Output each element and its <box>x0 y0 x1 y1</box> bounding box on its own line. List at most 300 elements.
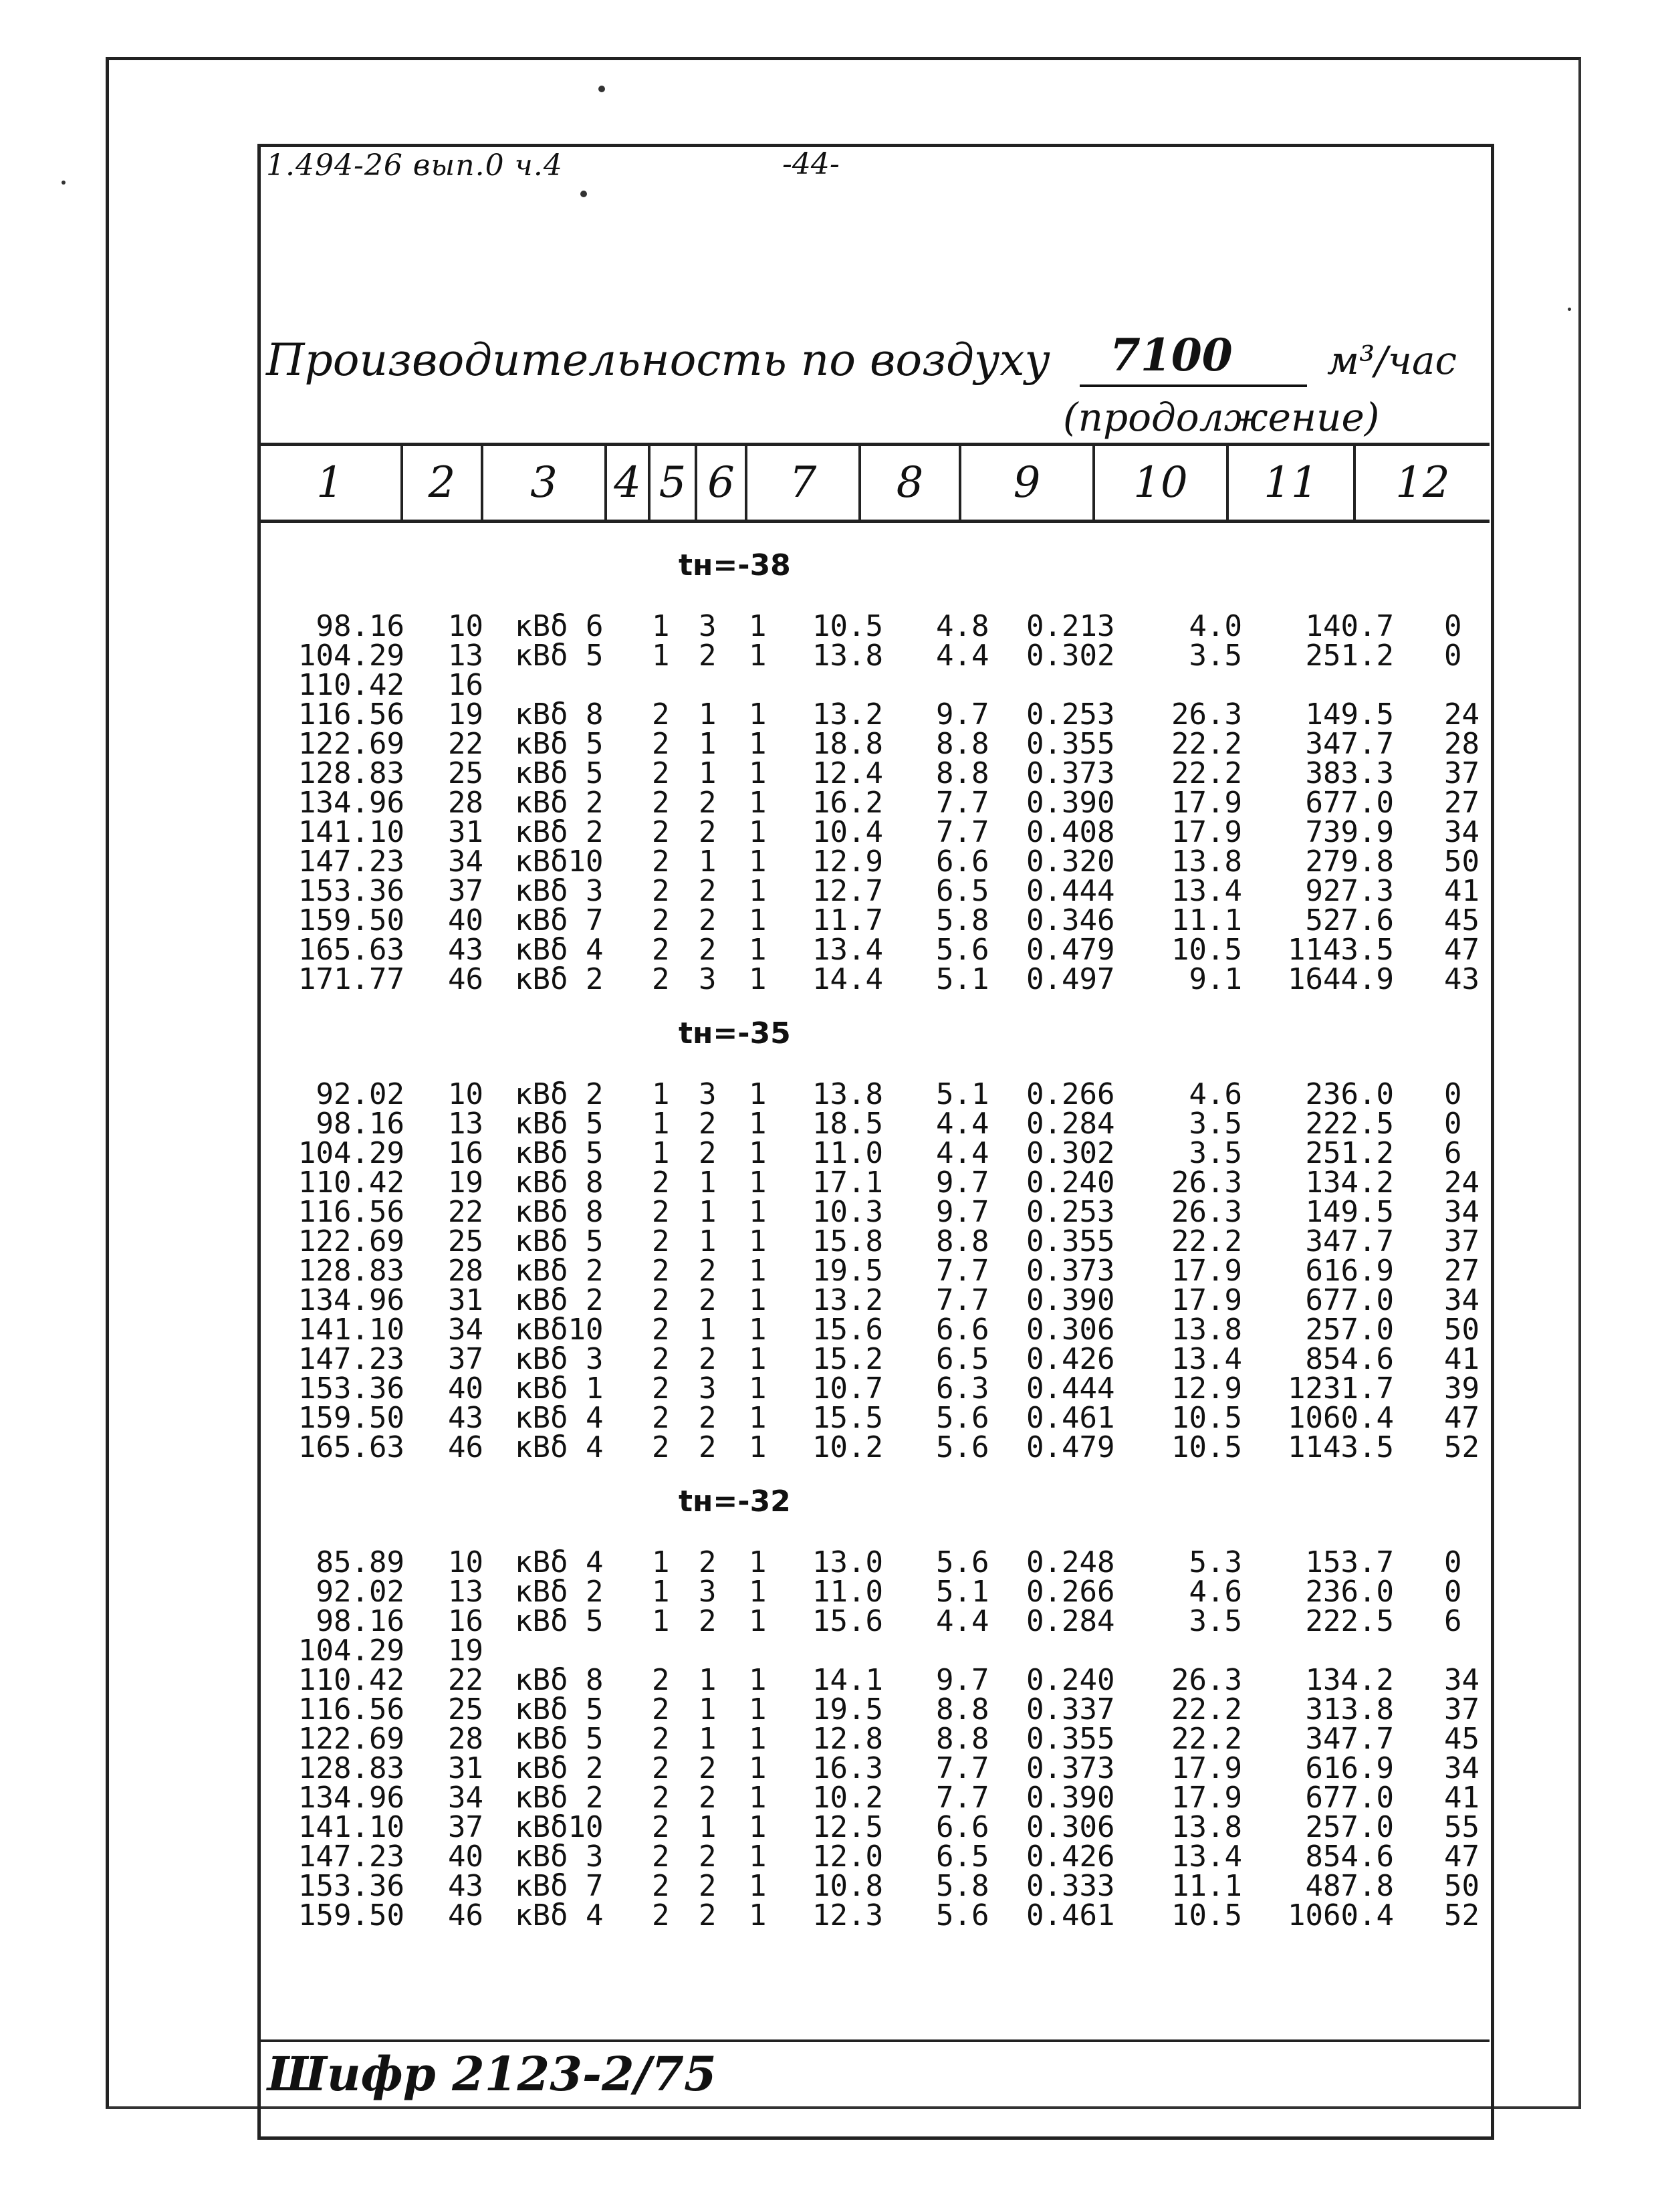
table-cell: 2 <box>652 1283 670 1317</box>
table-cell: 9.7 <box>936 1166 989 1200</box>
table-cell: 110.42 <box>298 1166 404 1200</box>
table-cell: 2 <box>652 1313 670 1347</box>
table-cell: 1143.5 <box>1288 1430 1394 1464</box>
table-cell: 13 <box>448 1575 483 1609</box>
table-cell: кВδ 1 <box>515 1371 604 1406</box>
table-cell: 16 <box>448 668 483 702</box>
table-cell: 487.8 <box>1305 1869 1394 1903</box>
table-cell: 1060.4 <box>1288 1898 1394 1932</box>
table-cell: 43 <box>448 933 483 967</box>
table-cell: 6.6 <box>936 1810 989 1844</box>
scan-speck <box>1568 308 1571 311</box>
table-cell: 527.6 <box>1305 903 1394 937</box>
table-cell: 1 <box>749 1283 767 1317</box>
column-header: 11 <box>1229 446 1356 520</box>
table-cell: 25 <box>448 756 483 790</box>
table-cell: 128.83 <box>298 1751 404 1785</box>
table-cell: 46 <box>448 1898 483 1932</box>
table-cell: 2 <box>652 1195 670 1229</box>
column-header: 6 <box>697 446 747 520</box>
table-cell: 10 <box>448 609 483 643</box>
table-cell: 4.4 <box>936 1107 989 1141</box>
column-header: 7 <box>747 446 861 520</box>
table-cell: 1 <box>749 1371 767 1406</box>
table-cell: 5.6 <box>936 1430 989 1464</box>
table-row <box>0 756 1658 790</box>
table-cell: кВδ10 <box>515 1313 604 1347</box>
table-cell: 13.8 <box>1171 845 1242 879</box>
table-cell: 2 <box>652 845 670 879</box>
table-cell: 0.426 <box>1026 1840 1115 1874</box>
table-cell: 1 <box>699 1224 717 1258</box>
table-cell: 0.248 <box>1026 1545 1115 1579</box>
table-cell: 1 <box>749 727 767 761</box>
table-cell: 2 <box>699 933 717 967</box>
table-cell: 677.0 <box>1305 1283 1394 1317</box>
table-cell: 18.5 <box>812 1107 883 1141</box>
table-cell: 12.0 <box>812 1840 883 1874</box>
table-cell: 22.2 <box>1171 1722 1242 1756</box>
column-header: 2 <box>403 446 483 520</box>
table-cell: 12.9 <box>1171 1371 1242 1406</box>
table-cell: 28 <box>448 1254 483 1288</box>
table-cell: 739.9 <box>1305 815 1394 849</box>
column-header: 4 <box>607 446 650 520</box>
table-cell: 116.56 <box>298 1692 404 1727</box>
table-cell: 1 <box>699 756 717 790</box>
table-cell: 257.0 <box>1305 1313 1394 1347</box>
table-cell: 2 <box>699 786 717 820</box>
table-cell: 43 <box>1444 962 1479 996</box>
table-cell: 1 <box>699 1663 717 1697</box>
table-cell: 10.5 <box>1171 1401 1242 1435</box>
table-row <box>0 1136 1658 1170</box>
table-cell: 11.7 <box>812 903 883 937</box>
table-cell: 43 <box>448 1401 483 1435</box>
table-cell: 85.89 <box>316 1545 404 1579</box>
table-cell: 2 <box>652 1810 670 1844</box>
table-row <box>0 1224 1658 1258</box>
table-cell: 2 <box>652 756 670 790</box>
table-cell: 10 <box>448 1545 483 1579</box>
table-cell: 17.1 <box>812 1166 883 1200</box>
table-cell: 10.2 <box>812 1430 883 1464</box>
table-cell: 1 <box>749 639 767 673</box>
section-label: tн=-35 <box>679 1016 791 1050</box>
table-cell: 45 <box>1444 903 1479 937</box>
table-cell: 52 <box>1444 1898 1479 1932</box>
table-cell: 1 <box>749 1545 767 1579</box>
table-cell: кВδ 6 <box>515 609 604 643</box>
table-cell: кВδ 8 <box>515 697 604 732</box>
table-cell: 0.337 <box>1026 1692 1115 1727</box>
table-cell: 13.8 <box>1171 1313 1242 1347</box>
table-cell: 0 <box>1444 1107 1462 1141</box>
table-cell: 0.444 <box>1026 1371 1115 1406</box>
table-cell: 9.7 <box>936 697 989 732</box>
table-row <box>0 847 1658 877</box>
table-cell: 25 <box>448 1224 483 1258</box>
table-cell: 927.3 <box>1305 874 1394 908</box>
table-cell: 0.355 <box>1026 1722 1115 1756</box>
table-cell: 19 <box>448 1166 483 1200</box>
table-cell: 2 <box>652 815 670 849</box>
table-cell: 13.8 <box>1171 1810 1242 1844</box>
table-cell: 1 <box>699 1166 717 1200</box>
table-cell: 4.8 <box>936 609 989 643</box>
footer-divider <box>259 2039 1490 2042</box>
table-cell: 1 <box>749 1224 767 1258</box>
table-row <box>0 1663 1658 1697</box>
table-cell: 46 <box>448 962 483 996</box>
table-cell: 0.355 <box>1026 727 1115 761</box>
table-cell: кВδ 2 <box>515 1077 604 1111</box>
table-cell: 40 <box>448 1371 483 1406</box>
table-cell: 7.7 <box>936 786 989 820</box>
table-cell: 128.83 <box>298 1254 404 1288</box>
table-cell: 4.4 <box>936 639 989 673</box>
table-row <box>0 1371 1658 1406</box>
table-cell: кВδ 4 <box>515 1545 604 1579</box>
table-cell: 2 <box>652 933 670 967</box>
table-cell: кВδ 5 <box>515 1107 604 1141</box>
table-cell: 2 <box>652 697 670 732</box>
table-cell: 141.10 <box>298 815 404 849</box>
table-cell: 134.96 <box>298 1283 404 1317</box>
table-cell: 3.5 <box>1189 1136 1242 1170</box>
table-cell: кВδ 5 <box>515 1604 604 1638</box>
table-row <box>0 1077 1658 1111</box>
scan-speck <box>62 181 66 185</box>
table-cell: 40 <box>448 1840 483 1874</box>
table-cell: 1 <box>749 1342 767 1376</box>
table-cell: 0 <box>1444 1077 1462 1111</box>
table-cell: 2 <box>699 874 717 908</box>
table-cell: 1 <box>749 1166 767 1200</box>
table-cell: 2 <box>652 1751 670 1785</box>
table-cell: кВδ 5 <box>515 1224 604 1258</box>
table-cell: 11.0 <box>812 1136 883 1170</box>
table-row <box>0 1256 1658 1286</box>
table-cell: 1 <box>749 1401 767 1435</box>
table-cell: 98.16 <box>316 1604 404 1638</box>
table-cell: 28 <box>448 1722 483 1756</box>
table-cell: 37 <box>448 874 483 908</box>
table-row <box>0 609 1658 643</box>
table-cell: 2 <box>699 1107 717 1141</box>
table-cell: 6.6 <box>936 1313 989 1347</box>
table-cell: 9.7 <box>936 1663 989 1697</box>
table-cell: 6.5 <box>936 1840 989 1874</box>
table-cell: 3.5 <box>1189 1107 1242 1141</box>
table-cell: 1 <box>699 727 717 761</box>
table-cell: 171.77 <box>298 962 404 996</box>
table-cell: 37 <box>1444 1692 1479 1727</box>
table-cell: 8.8 <box>936 727 989 761</box>
table-row <box>0 788 1658 818</box>
table-cell: 257.0 <box>1305 1810 1394 1844</box>
column-header: 12 <box>1395 458 1450 508</box>
table-cell: кВδ 2 <box>515 1781 604 1815</box>
table-cell: 347.7 <box>1305 727 1394 761</box>
table-cell: 1 <box>749 1313 767 1347</box>
table-row <box>0 1195 1658 1229</box>
table-cell: 37 <box>1444 756 1479 790</box>
table-cell: 17.9 <box>1171 1751 1242 1785</box>
table-cell: 2 <box>652 1898 670 1932</box>
table-cell: 2 <box>699 1254 717 1288</box>
table-cell: 1 <box>652 1545 670 1579</box>
table-row <box>0 1869 1658 1903</box>
table-cell: 1 <box>699 1722 717 1756</box>
table-cell: 6.5 <box>936 1342 989 1376</box>
table-row <box>0 1401 1658 1435</box>
table-cell: 13.4 <box>1171 874 1242 908</box>
table-cell: кВδ 3 <box>515 1342 604 1376</box>
table-cell: 0.302 <box>1026 639 1115 673</box>
table-cell: 10.5 <box>812 609 883 643</box>
table-cell: 1 <box>652 1604 670 1638</box>
table-cell: 13.2 <box>812 1283 883 1317</box>
table-cell: 34 <box>1444 815 1479 849</box>
table-cell: кВδ10 <box>515 845 604 879</box>
table-row <box>0 697 1658 732</box>
table-cell: 2 <box>652 786 670 820</box>
table-cell: 1 <box>749 1869 767 1903</box>
table-cell: 15.6 <box>812 1604 883 1638</box>
table-cell: 34 <box>1444 1195 1479 1229</box>
table-cell: 26.3 <box>1171 697 1242 732</box>
table-cell: кВδ 5 <box>515 1692 604 1727</box>
table-cell: 5.8 <box>936 903 989 937</box>
table-cell: 46 <box>448 1430 483 1464</box>
table-cell: 1 <box>652 1136 670 1170</box>
table-cell: 134.96 <box>298 1781 404 1815</box>
table-cell: 347.7 <box>1305 1722 1394 1756</box>
table-cell: 22 <box>448 727 483 761</box>
table-cell: 0.373 <box>1026 1751 1115 1785</box>
table-cell: 1 <box>699 1692 717 1727</box>
table-cell: кВδ 5 <box>515 1722 604 1756</box>
table-cell: 0.306 <box>1026 1810 1115 1844</box>
table-cell: 0.444 <box>1026 874 1115 908</box>
table-cell: кВδ 2 <box>515 1751 604 1785</box>
table-cell: 1231.7 <box>1288 1371 1394 1406</box>
column-header: 5 <box>650 446 697 520</box>
page-number: -44- <box>782 147 840 181</box>
table-cell: 2 <box>699 1869 717 1903</box>
table-cell: 34 <box>1444 1663 1479 1697</box>
table-cell: 5.1 <box>936 962 989 996</box>
table-cell: 5.6 <box>936 1545 989 1579</box>
subtitle: (продолжение) <box>1063 395 1380 440</box>
table-cell: 2 <box>652 874 670 908</box>
table-cell: кВδ 2 <box>515 815 604 849</box>
table-cell: 251.2 <box>1305 1136 1394 1170</box>
table-cell: 0.497 <box>1026 962 1115 996</box>
table-cell: 41 <box>1444 1342 1479 1376</box>
table-cell: 0.390 <box>1026 786 1115 820</box>
table-cell: 2 <box>652 903 670 937</box>
table-cell: 149.5 <box>1305 1195 1394 1229</box>
table-cell: 116.56 <box>298 1195 404 1229</box>
table-cell: 110.42 <box>298 668 404 702</box>
table-cell: 1 <box>749 1781 767 1815</box>
table-cell: 50 <box>1444 1869 1479 1903</box>
table-cell: 141.10 <box>298 1810 404 1844</box>
table-cell: 1060.4 <box>1288 1401 1394 1435</box>
table-cell: 128.83 <box>298 756 404 790</box>
column-header: 9 <box>961 446 1095 520</box>
table-cell: 159.50 <box>298 903 404 937</box>
table-cell: 1 <box>749 786 767 820</box>
table-cell: 0.253 <box>1026 697 1115 732</box>
table-cell: 2 <box>699 903 717 937</box>
table-cell: 0.213 <box>1026 609 1115 643</box>
table-cell: 2 <box>652 1371 670 1406</box>
table-cell: 0.302 <box>1026 1136 1115 1170</box>
table-cell: кВδ 7 <box>515 1869 604 1903</box>
table-cell: 52 <box>1444 1430 1479 1464</box>
column-header-row <box>259 443 1490 523</box>
table-row <box>0 1810 1658 1844</box>
title-underline <box>1080 384 1307 387</box>
table-cell: 140.7 <box>1305 609 1394 643</box>
table-cell: 677.0 <box>1305 786 1394 820</box>
table-cell: 1 <box>699 1810 717 1844</box>
table-cell: 2 <box>652 727 670 761</box>
table-cell: 7.7 <box>936 1751 989 1785</box>
table-cell: 159.50 <box>298 1401 404 1435</box>
column-header: 1 <box>259 446 403 520</box>
table-row <box>0 1577 1658 1607</box>
table-cell: 10 <box>448 1077 483 1111</box>
table-cell: 616.9 <box>1305 1751 1394 1785</box>
table-cell: 24 <box>1444 1166 1479 1200</box>
table-cell: 50 <box>1444 1313 1479 1347</box>
table-cell: 141.10 <box>298 1313 404 1347</box>
table-cell: 22.2 <box>1171 1224 1242 1258</box>
table-cell: 251.2 <box>1305 639 1394 673</box>
table-cell: 92.02 <box>316 1077 404 1111</box>
table-cell: 10.3 <box>812 1195 883 1229</box>
table-cell: 10.4 <box>812 815 883 849</box>
table-cell: кВδ 4 <box>515 1898 604 1932</box>
table-cell: 27 <box>1444 786 1479 820</box>
table-cell: 147.23 <box>298 1840 404 1874</box>
table-cell: кВδ 5 <box>515 727 604 761</box>
table-cell: 0.306 <box>1026 1313 1115 1347</box>
table-cell: 0 <box>1444 1575 1462 1609</box>
table-cell: 98.16 <box>316 609 404 643</box>
table-cell: 222.5 <box>1305 1604 1394 1638</box>
table-cell: 1 <box>699 697 717 732</box>
table-cell: 0.266 <box>1026 1575 1115 1609</box>
table-cell: 854.6 <box>1305 1342 1394 1376</box>
table-row <box>0 1430 1658 1464</box>
table-cell: 279.8 <box>1305 845 1394 879</box>
table-cell: 1644.9 <box>1288 962 1394 996</box>
table-cell: кВδ 4 <box>515 1430 604 1464</box>
table-cell: 3.5 <box>1189 639 1242 673</box>
table-cell: 2 <box>652 1722 670 1756</box>
title-unit: м³/час <box>1327 338 1457 383</box>
table-cell: 1143.5 <box>1288 933 1394 967</box>
table-cell: 1 <box>652 609 670 643</box>
footer-cipher: Шифр 2123-2/75 <box>267 2046 717 2102</box>
table-cell: кВδ 5 <box>515 756 604 790</box>
table-cell: 1 <box>699 845 717 879</box>
table-cell: 98.16 <box>316 1107 404 1141</box>
table-cell: 11.0 <box>812 1575 883 1609</box>
table-row <box>0 1168 1658 1198</box>
table-row <box>0 1636 1658 1666</box>
table-cell: 165.63 <box>298 1430 404 1464</box>
table-cell: 47 <box>1444 1401 1479 1435</box>
table-cell: 110.42 <box>298 1663 404 1697</box>
table-cell: 1 <box>652 639 670 673</box>
table-cell: 0.284 <box>1026 1107 1115 1141</box>
table-cell: 1 <box>749 697 767 732</box>
table-cell: 1 <box>749 1810 767 1844</box>
table-cell: 18.8 <box>812 727 883 761</box>
table-cell: 0.355 <box>1026 1224 1115 1258</box>
table-cell: 13.4 <box>812 933 883 967</box>
table-cell: 0.461 <box>1026 1401 1115 1435</box>
table-cell: 2 <box>652 1840 670 1874</box>
table-cell: 1 <box>749 1195 767 1229</box>
table-cell: 5.1 <box>936 1077 989 1111</box>
table-cell: кВδ 4 <box>515 933 604 967</box>
table-cell: 149.5 <box>1305 697 1394 732</box>
table-cell: 0.373 <box>1026 756 1115 790</box>
table-row <box>0 668 1658 702</box>
table-cell: 6.3 <box>936 1371 989 1406</box>
table-cell: 0.373 <box>1026 1254 1115 1288</box>
table-cell: 13.4 <box>1171 1342 1242 1376</box>
table-cell: 0.408 <box>1026 815 1115 849</box>
table-cell: 0.390 <box>1026 1781 1115 1815</box>
table-cell: 15.5 <box>812 1401 883 1435</box>
table-cell: 2 <box>652 1254 670 1288</box>
table-cell: 8.8 <box>936 1224 989 1258</box>
table-row <box>0 815 1658 849</box>
scan-speck <box>580 191 587 197</box>
table-cell: кВδ 2 <box>515 1254 604 1288</box>
table-cell: 2 <box>699 1401 717 1435</box>
table-cell: 5.6 <box>936 1898 989 1932</box>
table-cell: 6.5 <box>936 874 989 908</box>
table-cell: кВδ 7 <box>515 903 604 937</box>
scan-speck <box>598 86 605 92</box>
table-cell: 104.29 <box>298 639 404 673</box>
table-cell: 0.426 <box>1026 1342 1115 1376</box>
table-cell: кВδ 2 <box>515 1575 604 1609</box>
table-cell: 26.3 <box>1171 1166 1242 1200</box>
table-cell: 1 <box>749 1663 767 1697</box>
table-cell: 7.7 <box>936 1283 989 1317</box>
table-cell: 12.8 <box>812 1722 883 1756</box>
table-cell: 134.2 <box>1305 1166 1394 1200</box>
table-cell: 1 <box>749 1840 767 1874</box>
table-cell: кВδ 8 <box>515 1663 604 1697</box>
table-cell: 383.3 <box>1305 756 1394 790</box>
table-cell: 1 <box>749 1136 767 1170</box>
table-cell: 2 <box>699 1840 717 1874</box>
table-cell: 1 <box>699 1313 717 1347</box>
table-cell: 10.5 <box>1171 933 1242 967</box>
table-cell: 2 <box>652 1224 670 1258</box>
